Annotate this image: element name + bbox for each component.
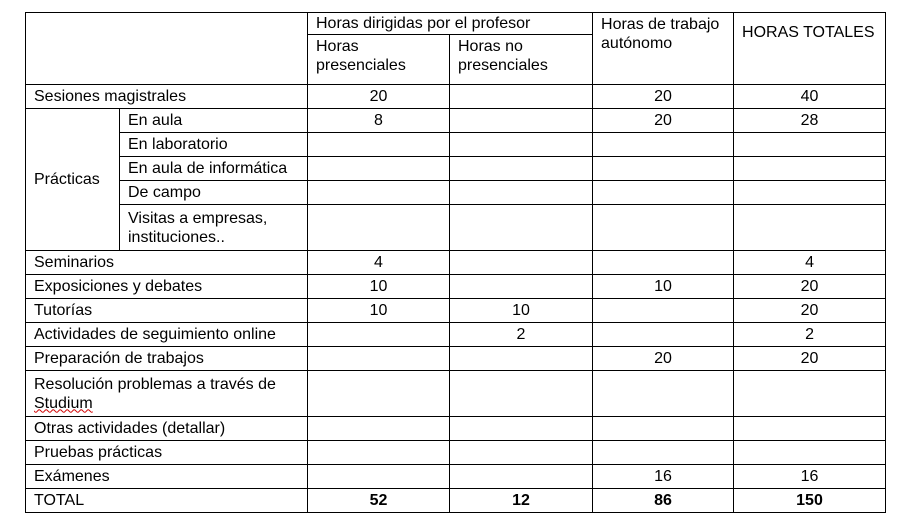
header-dirigidas: Horas dirigidas por el profesor	[308, 13, 593, 35]
cell-autonomo	[593, 299, 734, 323]
row-label: Visitas a empresas, instituciones..	[120, 205, 308, 251]
cell-presenciales	[308, 181, 450, 205]
table-row	[26, 371, 886, 417]
table-row	[26, 441, 886, 465]
table-row	[26, 417, 886, 441]
header-presenciales: Horas presenciales	[308, 35, 450, 85]
cell-presenciales: 8	[308, 109, 450, 133]
cell-presenciales: 4	[308, 251, 450, 275]
table-row	[26, 299, 886, 323]
row-label-resolucion	[26, 371, 308, 417]
row-label: De campo	[120, 181, 308, 205]
cell-no-presenciales	[450, 417, 593, 441]
cell-total	[734, 441, 886, 465]
cell-no-presenciales	[450, 133, 593, 157]
cell-no-presenciales	[450, 465, 593, 489]
cell-total: 20	[734, 347, 886, 371]
cell-total: 20	[734, 299, 886, 323]
cell-no-presenciales	[450, 441, 593, 465]
row-label: Actividades de seguimiento online	[26, 323, 308, 347]
cell-presenciales	[308, 157, 450, 181]
cell-autonomo	[593, 251, 734, 275]
cell-total	[734, 371, 886, 417]
practicas-label: Prácticas	[26, 109, 120, 251]
table-row	[26, 205, 886, 251]
row-label: En aula de informática	[120, 157, 308, 181]
table-row	[26, 85, 886, 109]
row-label: Tutorías	[26, 299, 308, 323]
cell-no-presenciales	[450, 251, 593, 275]
total-label: TOTAL	[26, 489, 308, 513]
cell-no-presenciales	[450, 181, 593, 205]
cell-total: 2	[734, 323, 886, 347]
row-label: Otras actividades (detallar)	[26, 417, 308, 441]
cell-presenciales	[308, 133, 450, 157]
cell-total: 20	[734, 275, 886, 299]
corner-cell	[26, 13, 308, 85]
cell-autonomo	[593, 323, 734, 347]
table-row	[26, 157, 886, 181]
cell-autonomo	[593, 181, 734, 205]
cell-total	[734, 181, 886, 205]
table-row	[26, 109, 886, 133]
cell-total: 28	[734, 109, 886, 133]
cell-total	[734, 157, 886, 181]
cell-presenciales: 10	[308, 275, 450, 299]
row-label: En laboratorio	[120, 133, 308, 157]
cell-autonomo	[593, 157, 734, 181]
table-row	[26, 133, 886, 157]
row-label: Resolución problemas a través de	[34, 375, 276, 393]
cell-presenciales	[308, 417, 450, 441]
cell-presenciales	[308, 465, 450, 489]
cell-autonomo	[593, 133, 734, 157]
row-label: Preparación de trabajos	[26, 347, 308, 371]
cell-no-presenciales: 10	[450, 299, 593, 323]
row-label: Sesiones magistrales	[26, 85, 308, 109]
cell-autonomo: 10	[593, 275, 734, 299]
cell-autonomo	[593, 371, 734, 417]
table-row	[26, 181, 886, 205]
header-autonomo: Horas de trabajo autónomo	[593, 13, 734, 85]
cell-presenciales	[308, 205, 450, 251]
cell-presenciales	[308, 371, 450, 417]
cell-autonomo: 20	[593, 85, 734, 109]
table-row	[26, 347, 886, 371]
header-totales: HORAS TOTALES	[734, 13, 886, 85]
total-presenciales: 52	[308, 489, 450, 513]
cell-no-presenciales	[450, 275, 593, 299]
header-no-presenciales: Horas no presenciales	[450, 35, 593, 85]
hours-table	[25, 12, 886, 513]
cell-autonomo: 20	[593, 347, 734, 371]
row-label: Exposiciones y debates	[26, 275, 308, 299]
total-autonomo: 86	[593, 489, 734, 513]
cell-presenciales: 10	[308, 299, 450, 323]
cell-total	[734, 205, 886, 251]
row-label: En aula	[120, 109, 308, 133]
cell-autonomo	[593, 417, 734, 441]
table-row	[26, 323, 886, 347]
row-label: Pruebas prácticas	[26, 441, 308, 465]
cell-total: 40	[734, 85, 886, 109]
cell-presenciales	[308, 323, 450, 347]
cell-total	[734, 133, 886, 157]
cell-total: 16	[734, 465, 886, 489]
cell-total	[734, 417, 886, 441]
cell-no-presenciales: 2	[450, 323, 593, 347]
cell-no-presenciales	[450, 347, 593, 371]
cell-presenciales	[308, 441, 450, 465]
cell-autonomo: 20	[593, 109, 734, 133]
cell-no-presenciales	[450, 85, 593, 109]
cell-autonomo	[593, 441, 734, 465]
row-label: Seminarios	[26, 251, 308, 275]
cell-total: 4	[734, 251, 886, 275]
studium-word: Studium	[34, 394, 93, 412]
cell-no-presenciales	[450, 371, 593, 417]
cell-no-presenciales	[450, 157, 593, 181]
table-row	[26, 251, 886, 275]
cell-presenciales: 20	[308, 85, 450, 109]
table-row	[26, 465, 886, 489]
total-no-presenciales: 12	[450, 489, 593, 513]
cell-autonomo	[593, 205, 734, 251]
total-row	[26, 489, 886, 513]
table-row	[26, 275, 886, 299]
cell-presenciales	[308, 347, 450, 371]
total-horas: 150	[734, 489, 886, 513]
row-label: Exámenes	[26, 465, 308, 489]
cell-autonomo: 16	[593, 465, 734, 489]
cell-no-presenciales	[450, 109, 593, 133]
cell-no-presenciales	[450, 205, 593, 251]
